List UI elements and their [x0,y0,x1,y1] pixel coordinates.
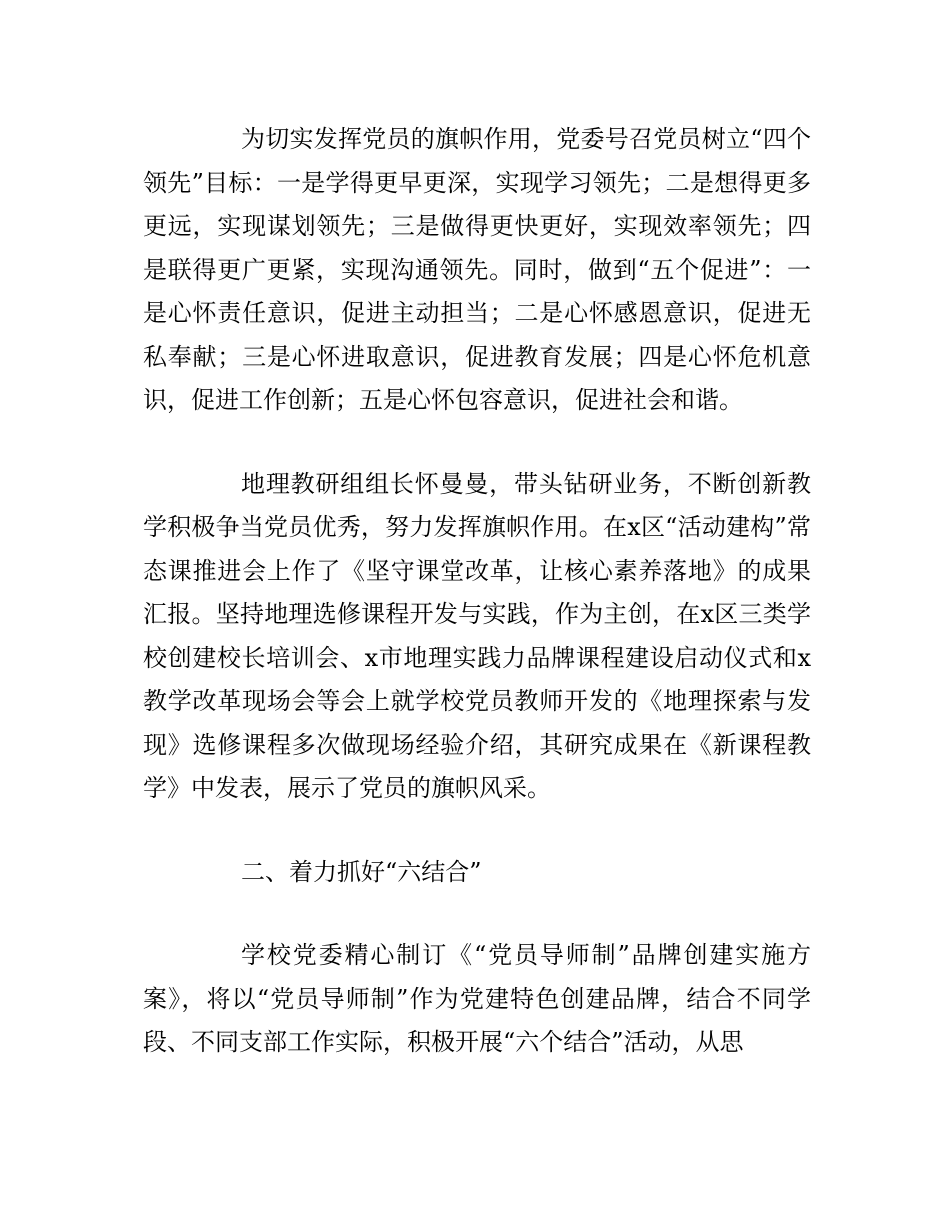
paragraph-mentor-system: 学校党委精心制订《“党员导师制”品牌创建实施方案》，将以“党员导师制”作为党建特色创建品牌，结合不同学段、不同支部工作实际，积极开展“六个结合”活动，从思 [143,941,811,1056]
section-heading: 二、着力抓好“六结合” [241,857,482,886]
document-page [143,118,811,1065]
paragraph-four-leads: 为切实发挥党员的旗帜作用，党委号召党员树立“四个领先”目标：一是学得更早更深，实现学习领先；二是想得更多更远，实现谋划领先；三是做得更快更好，实现效率领先；四是联得更广更紧，实现沟通领先。同时，做到“五个促进”：一是心怀责任意识，促进主动担当；二是心怀感恩意识，促进无私奉献；三是心怀进取意识，促进教育发展；四是心怀危机意识，促进工作创新；五是心怀包容意识，促进社会和谐。 [143,125,811,414]
paragraph-geography-teacher: 地理教研组组长怀曼曼，带头钻研业务，不断创新教学积极争当党员优秀，努力发挥旗帜作用。在x区“活动建构”常态课推进会上作了《坚守课堂改革，让核心素养落地》的成果汇报。坚持地理选修课程开发与实践，作为主创，在x区三类学校创建校长培训会、x市地理实践力品牌课程建设启动仪式和x教学改革现场会等会上就学校党员教师开发的《地理探索与发现》选修课程多次做现场经验介绍，其研究成果在《新课程教学》中发表，展示了党员的旗帜风采。 [143,469,811,802]
